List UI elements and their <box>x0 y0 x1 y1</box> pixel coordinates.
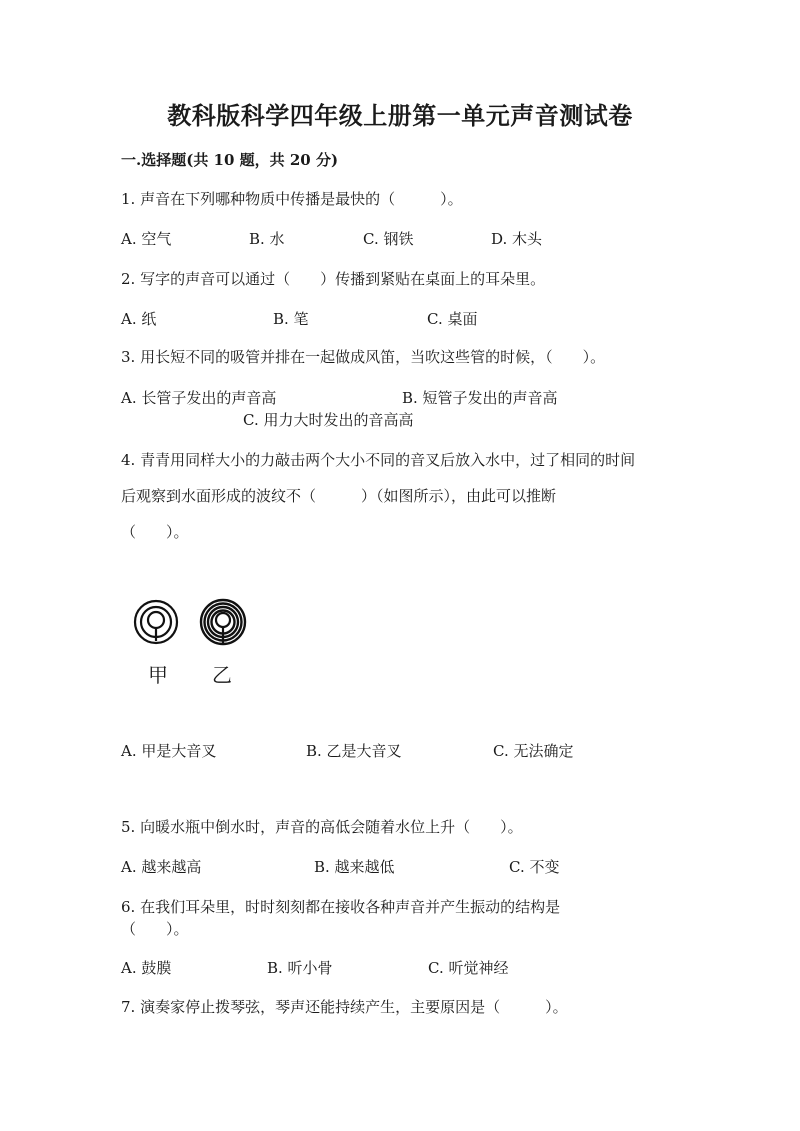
q5-option-c[interactable]: C. 不变 <box>509 858 560 876</box>
section-heading: 一.选择题(共 10 题，共 20 分) <box>121 151 339 169</box>
q2-option-a[interactable]: A. 纸 <box>121 310 157 328</box>
figure-label-jia: 甲 <box>148 663 168 687</box>
question-1-stem: 1. 声音在下列哪种物质中传播是最快的（ ）。 <box>121 190 463 208</box>
question-5-stem: 5. 向暖水瓶中倒水时，声音的高低会随着水位上升（ ）。 <box>121 818 523 836</box>
q2-option-c[interactable]: C. 桌面 <box>427 310 478 328</box>
q4-option-a[interactable]: A. 甲是大音叉 <box>121 742 217 760</box>
q3-option-a[interactable]: A. 长管子发出的声音高 <box>121 389 277 407</box>
ripple-jia-icon <box>135 601 177 643</box>
q5-option-a[interactable]: A. 越来越高 <box>121 858 202 876</box>
q4-option-c[interactable]: C. 无法确定 <box>493 742 574 760</box>
q1-option-c[interactable]: C. 钢铁 <box>363 230 414 248</box>
question-4-stem-line-3: （ ）。 <box>121 523 189 541</box>
question-3-stem: 3. 用长短不同的吸管并排在一起做成风笛，当吹这些管的时候，（ ）。 <box>121 348 606 366</box>
question-7-stem: 7. 演奏家停止拨琴弦，琴声还能持续产生，主要原因是（ ）。 <box>121 998 568 1016</box>
figure-label-yi: 乙 <box>212 663 232 687</box>
q5-option-b[interactable]: B. 越来越低 <box>314 858 395 876</box>
question-6-stem-line-1: 6. 在我们耳朵里，时时刻刻都在接收各种声音并产生振动的结构是 <box>121 898 561 916</box>
q4-option-b[interactable]: B. 乙是大音叉 <box>306 742 402 760</box>
question-4-stem-line-2: 后观察到水面形成的波纹不（ ）（如图所示），由此可以推断 <box>121 487 557 505</box>
q6-option-b[interactable]: B. 听小骨 <box>267 959 333 977</box>
q1-option-d[interactable]: D. 木头 <box>491 230 543 248</box>
q3-option-c[interactable]: C. 用力大时发出的音高高 <box>243 411 414 429</box>
q1-option-a[interactable]: A. 空气 <box>121 230 172 248</box>
question-4-stem-line-1: 4. 青青用同样大小的力敲击两个大小不同的音叉后放入水中，过了相同的时间 <box>121 451 636 469</box>
q2-option-b[interactable]: B. 笔 <box>273 310 309 328</box>
q3-option-b[interactable]: B. 短管子发出的声音高 <box>402 389 558 407</box>
question-2-stem: 2. 写字的声音可以通过（ ）传播到紧贴在桌面上的耳朵里。 <box>121 270 546 288</box>
q1-option-b[interactable]: B. 水 <box>249 230 285 248</box>
page-title: 教科版科学四年级上册第一单元声音测试卷 <box>167 101 633 130</box>
question-6-stem-line-2: （ ）。 <box>121 920 189 938</box>
q6-option-c[interactable]: C. 听觉神经 <box>428 959 509 977</box>
q6-option-a[interactable]: A. 鼓膜 <box>121 959 172 977</box>
ripple-yi-icon <box>201 600 245 644</box>
